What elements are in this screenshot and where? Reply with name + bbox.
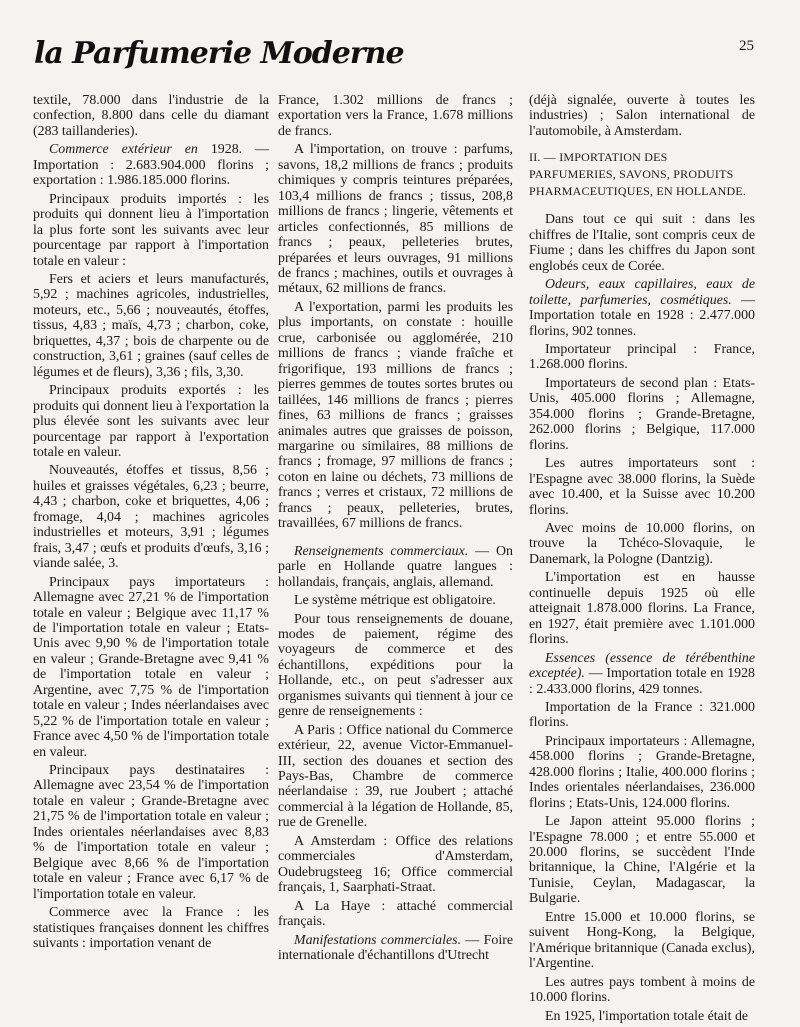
- paragraph-text: Le Japon atteint 95.000 florins ; l'Espagne 78.000 ; et entre 55.000 et 20.000 florins, se succèdent l'Inde britannique, la Chine, l'Algérie et la Tunisie, Ceylan, Madagascar, la Bulgarie.: [529, 814, 755, 907]
- paragraph: [278, 593, 513, 608]
- paragraph-text: Pour tous renseignements de douane, modes de paiement, régime des voyageurs de commerce et des échantillons, expéditions pour la Hollande, etc., on peut s'adresser aux organismes suivants qui tiennent à jour ce genre de renseignements :: [278, 611, 513, 720]
- text-column-1: [33, 93, 269, 954]
- italic-lead: Essences (essence de térébenthine exceptée).: [529, 650, 755, 682]
- paragraph: [278, 300, 513, 532]
- paragraph: [529, 814, 755, 907]
- paragraph-text: Les autres importateurs sont : l'Espagne avec 38.000 florins, la Suède avec 10.400, et la Suisse avec 10.200 florins.: [529, 456, 755, 518]
- paragraph: [278, 899, 513, 930]
- paragraph: [529, 570, 755, 647]
- paragraph-text: Commerce avec la France : les statistiques françaises donnent les chiffres suivants : importation venant de: [33, 905, 269, 952]
- paragraph: [529, 521, 755, 567]
- paragraph-text: Le système métrique est obligatoire.: [294, 593, 496, 609]
- paragraph-text: Importateur principal : France, 1.268.000 florins.: [529, 341, 755, 373]
- masthead-logo: la Parfumerie Moderne: [34, 36, 404, 71]
- paragraph-text: Entre 15.000 et 10.000 florins, se suivent Hong-Kong, la Belgique, l'Amérique britannique (Canada exclus), l'Argentine.: [529, 909, 755, 972]
- paragraph-text: — Foire internationale d'échantillons d'Utrecht: [278, 932, 513, 964]
- paragraph: [278, 142, 513, 297]
- paragraph: [33, 142, 269, 188]
- text-column-2: [278, 93, 513, 966]
- paragraph-text: France, 1.302 millions de francs ; exportation vers la France, 1.678 millions de francs.: [278, 93, 513, 139]
- italic-lead: Renseignements commerciaux.: [294, 543, 469, 559]
- italic-lead: Manifestations commerciales.: [294, 932, 462, 948]
- paragraph: [33, 93, 269, 139]
- paragraph-text: Importateurs de second plan : Etats-Unis, 405.000 florins ; Allemagne, 354.000 florins ; Grande-Bretagne, 262.000 florins ; Belgique, 117.000 florins.: [529, 375, 755, 453]
- paragraph-text: A Amsterdam : Office des relations commerciales d'Amsterdam, Oudebrugsteeg 16; Office commercial français, 1, Saarphati-Straat.: [278, 833, 513, 896]
- paragraph: [529, 1009, 755, 1024]
- paragraph-text: En 1925, l'importation totale était de: [545, 1008, 749, 1024]
- paragraph: [278, 544, 513, 590]
- paragraph: [529, 376, 755, 453]
- paragraph: [529, 651, 755, 697]
- italic-lead: Odeurs, eaux capillaires, eaux de toilette, parfumeries, cosmétiques.: [529, 277, 755, 308]
- page-number: 25: [739, 38, 754, 54]
- paragraph-text: textile, 78.000 dans l'industrie de la confection, 8.800 dans celle du diamant (283 taillanderies).: [33, 93, 269, 139]
- paragraph-text: — Importation totale en 1928 : 2.477.000 florins, 902 tonnes.: [529, 292, 755, 339]
- paragraph-text: A l'importation, on trouve : parfums, savons, 18,2 millions de francs ; produits chimiques y compris teintures préparées, 103,4 millions de francs ; tissus, 208,8 millions de francs ; lingerie, vêtements et articles confectionnés, 85 millions de francs ; peaux, pelleteries brutes, préparées et leurs ouvrages, 91 millions de francs ; machines, outils et ouvrages à métaux, 62 millions de francs.: [278, 142, 513, 297]
- paragraph-text: Principaux pays importateurs : Allemagne avec 27,21 % de l'importation totale en valeur ; Belgique avec 11,17 % de l'importation totale en valeur ; Etats-Unis avec 9,90 % de l'importation totale en valeur ; Grande-Bretagne avec 9,41 % de l'importation totale en valeur ; Argentine, avec 7,75 % de l'importation totale en valeur ; Indes néerlandaises avec 5,22 % de l'importation totale en valeur ; France avec 4,50 % de l'importation totale en valeur.: [33, 574, 269, 760]
- italic-lead: Commerce extérieur en: [49, 142, 198, 158]
- paragraph: [33, 192, 269, 269]
- paragraph-text: A La Haye : attaché commercial français.: [278, 898, 513, 930]
- paragraph-text: Principaux produits exportés : les produits qui donnent lieu à l'exportation la plus élevée sont les suivants avec leur pourcentage par rapport à l'exportation totale en valeur.: [33, 383, 269, 460]
- paragraph: [278, 93, 513, 139]
- paragraph-text: — Importation totale en 1928 : 2.433.000 florins, 429 tonnes.: [529, 666, 755, 697]
- paragraph: [278, 612, 513, 720]
- paragraph-text: Avec moins de 10.000 florins, on trouve la Tchéco-Slovaquie, le Danemark, la Pologne (Dantzig).: [529, 520, 755, 567]
- section-heading: [529, 149, 755, 200]
- paragraph-text: L'importation est en hausse continuelle depuis 1925 où elle atteignait 1.878.000 florins. La France, en 1927, était première avec 1.101.000 florins.: [529, 570, 755, 648]
- paragraph: [529, 212, 755, 274]
- paragraph-text: (déjà signalée, ouverte à toutes les industries) ; Salon international de l'automobile, à Amsterdam.: [529, 93, 755, 139]
- paragraph: [529, 456, 755, 518]
- paragraph: [529, 700, 755, 731]
- paragraph-text: A Paris : Office national du Commerce extérieur, 22, avenue Victor-Emmanuel-III, section des douanes et section des Pays-Bas, Chambre de commerce néerlandaise : 39, rue Joubert ; attaché commercial à la légation de Hollande, 85, rue de Grenelle.: [278, 722, 513, 831]
- paragraph-text: Nouveautés, étoffes et tissus, 8,56 ; huiles et graisses végétales, 6,23 ; beurre, 4,43 ; charbon, coke et briquettes, 4,06 ; fromage, 4,04 ; machines agricoles industrielles et moteurs, 3,91 ; légumes frais, 3,47 ; œufs et produits d'œufs, 3,16 ; viande salée, 3.: [33, 463, 269, 572]
- paragraph: [529, 910, 755, 972]
- paragraph: [33, 575, 269, 760]
- paragraph-text: Fers et aciers et leurs manufacturés, 5,92 ; machines agricoles, industrielles, moteurs, etc., 5,66 ; nouveautés, étoffes, tissus, 4,83 ; maïs, 4,73 ; charbon, coke, briquettes, 4,37 ; bois de charpente ou de construction, 3,61 ; graines (sauf celles de légumes et de fleurs), 3,36 ; fils, 3,30.: [33, 271, 269, 380]
- paragraph-text: Principaux importateurs : Allemagne, 458.000 florins ; Grande-Bretagne, 428.000 florins ; Italie, 400.000 florins ; Indes orientales néerlandaises, 236.000 florins ; Etats-Unis, 124.000 florins.: [529, 733, 755, 811]
- paragraph: [529, 975, 755, 1006]
- paragraph: [278, 933, 513, 964]
- paragraph: [529, 734, 755, 811]
- paragraph: [278, 834, 513, 896]
- paragraph-text: 1928. — Importation : 2.683.904.000 florins ; exportation : 1.986.185.000 florins.: [33, 142, 269, 189]
- paragraph: [529, 342, 755, 373]
- paragraph: [529, 93, 755, 139]
- paragraph: [33, 383, 269, 460]
- paragraph: [278, 723, 513, 831]
- paragraph-text: — On parle en Hollande quatre langues : hollandais, français, anglais, allemand.: [278, 543, 513, 590]
- paragraph-text: Dans tout ce qui suit : dans les chiffres de l'Italie, sont compris ceux de Fiume ; dans les chiffres du Japon sont englobés ceux de Corée.: [529, 212, 755, 274]
- paragraph-text: Les autres pays tombent à moins de 10.000 florins.: [529, 974, 755, 1006]
- paragraph: [529, 277, 755, 339]
- paragraph-text: Principaux pays destinataires : Allemagne avec 23,54 % de l'importation totale en valeur ; Grande-Bretagne avec 21,75 % de l'importation totale en valeur ; Indes orientales néerlandaises avec 8,83 % de l'importation totale en valeur ; Belgique avec 8,66 % de l'importation totale en valeur ; France avec 6,17 % de l'importation totale en valeur.: [33, 763, 269, 902]
- paragraph: [33, 272, 269, 380]
- text-column-3: [529, 93, 755, 1027]
- paragraph: [33, 463, 269, 571]
- paragraph-text: Principaux produits importés : les produits qui donnent lieu à l'importation la plus forte sont les suivants avec leur pourcentage par rapport à l'importation totale en valeur :: [33, 191, 269, 269]
- paragraph: [33, 763, 269, 902]
- section-heading-text: II. — IMPORTATION DES PARFUMERIES, SAVONS, PRODUITS PHARMACEUTIQUES, EN HOLLANDE.: [529, 150, 747, 199]
- paragraph-text: Importation de la France : 321.000 florins.: [529, 699, 755, 731]
- paragraph-text: A l'exportation, parmi les produits les plus importants, on constate : houille crue, carbonisée ou agglomérée, 210 millions de francs ; viande fraîche et frigorifique, 193 millions de francs ; pierres gemmes de toutes sortes brutes ou taillées, 146 millions de francs ; pierres fines, 63 millions de francs ; graisses animales autres que graisses de poisson, margarine ou similaires, 88 millions de francs ; fromage, 97 millions de francs ; coton en laine ou déchets, 73 millions de francs ; verres et cristaux, 72 millions de francs ; peaux, pelleteries, brutes, travaillées, 67 millions de francs.: [278, 299, 513, 532]
- paragraph: [33, 905, 269, 951]
